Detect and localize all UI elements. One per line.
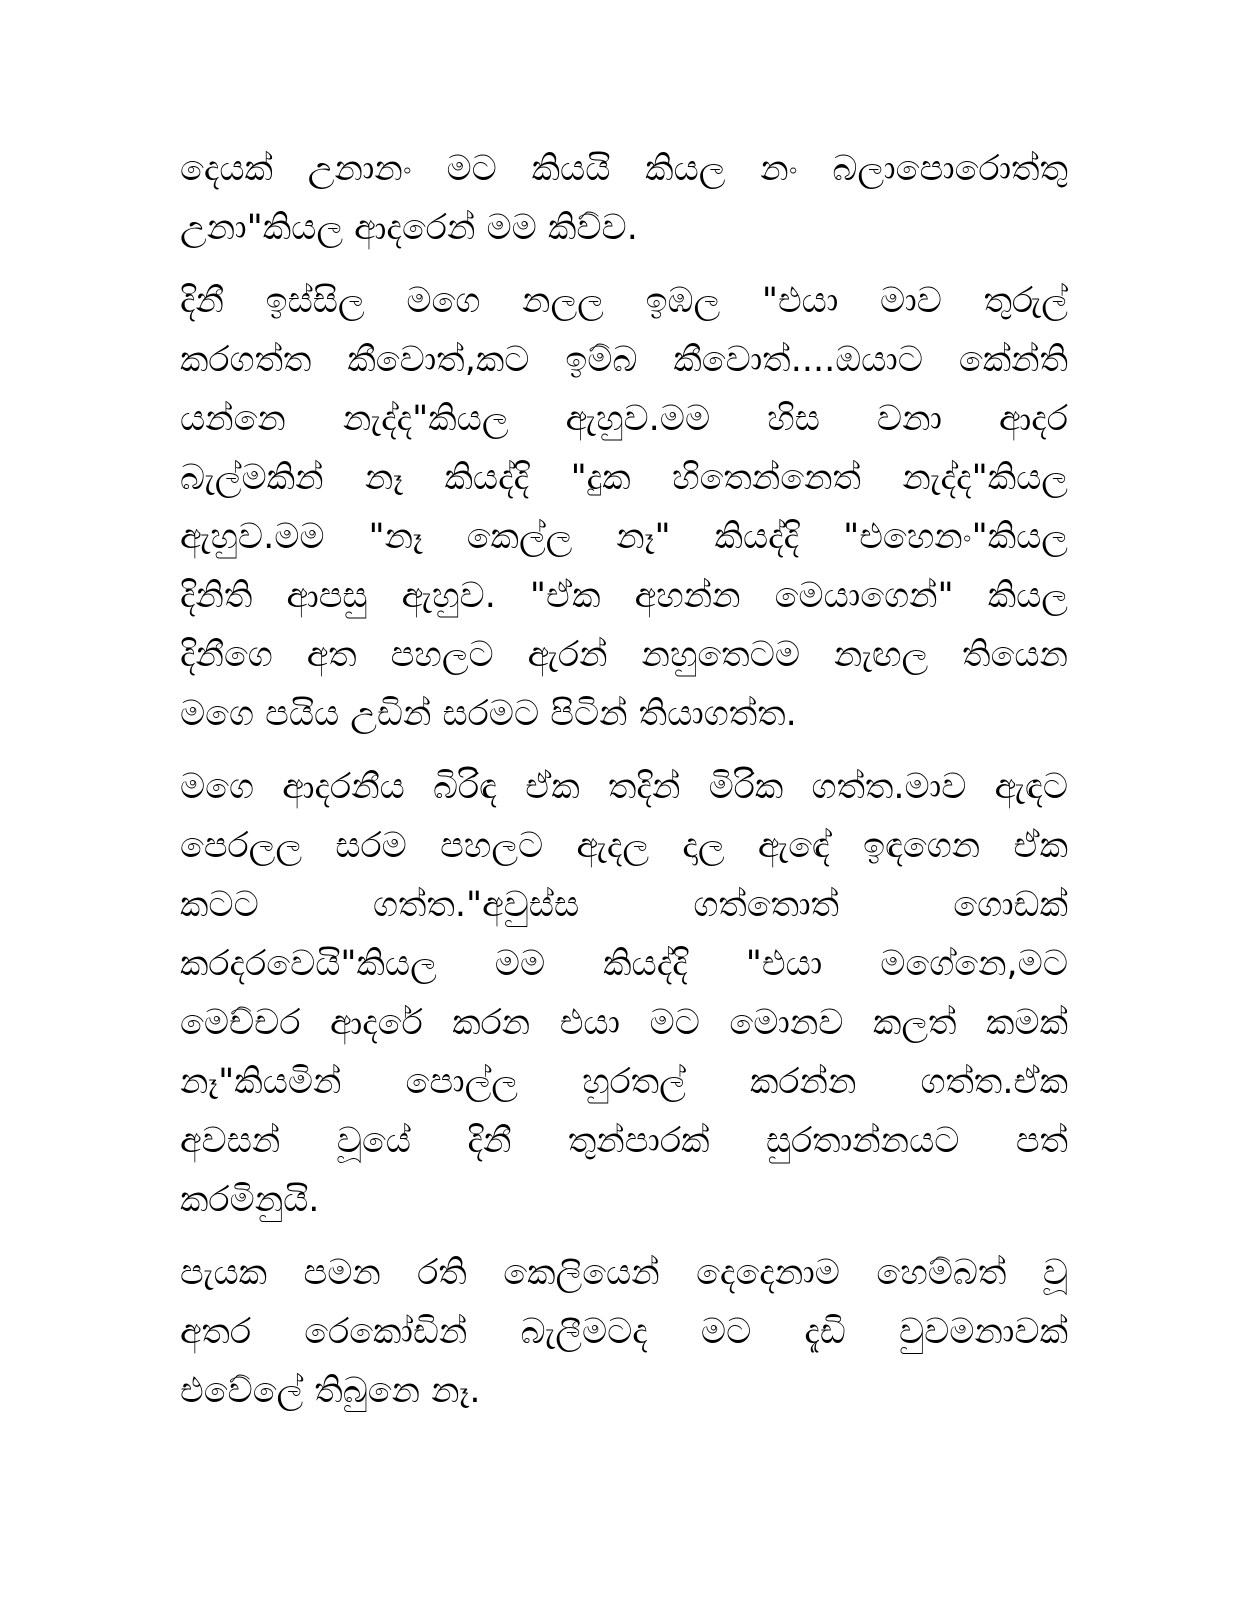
document-body [180,140,1068,1435]
paragraph-2 [180,272,1068,744]
text-line: කරදරවෙයි"කියල මම කියද්දි "එයා මගේනෙ,මට [180,944,1068,984]
paragraph-4 [180,1244,1068,1421]
text-line: උනා"කියල ආදරෙන් මම කිව්ව. [180,208,638,248]
text-line: යන්නෙ නැද්ද"කියල ඇහුව.මම හිස වනා ආදර [180,399,1068,439]
text-line: කරගත්ත කීවොත්,කට ඉම්බ කීවොත්....ඔයාට කේන්ති [180,340,1068,380]
text-line: කරමිනුයි. [180,1180,320,1220]
text-line: ඇහුව.මම "නෑ කෙල්ල නෑ" කියද්දි "එහෙනං"කියල [180,517,1068,557]
text-line: මෙච්චර ආදරේ කරන එයා මට මොනව කලත් කමක් [180,1003,1068,1043]
text-line: අවසන් වූයේ දිනී තුන්පාරක් සුරතාන්නයට පත් [180,1121,1068,1161]
text-line: දිනිති ආපසු ඇහුව. "ඒක අහන්න මෙයාගෙන්" කියල [180,576,1068,616]
text-line: මගෙ පයිය උඩින් සරමට පිටින් තියාගත්ත. [180,694,797,734]
text-line: දිනීගෙ අත පහලට ඇරන් නහුතෙටම නැඟල තියෙන [180,635,1068,675]
text-line: නෑ"කියමින් පොල්ල හුරතල් කරන්න ගත්ත.ඒක [180,1062,1068,1102]
text-line: අතර රෙකෝඩින් බැලීමටද මට දැඩි වුවමනාවක් [180,1312,1068,1352]
text-line: බැල්මකින් නෑ කියද්දි "දුක හිතෙන්නෙත් නැද්ද"කියල [180,458,1068,498]
text-line: පෙරලල සරම පහලට ඇදල දාල ඇඳේ ඉඳගෙන ඒක [180,826,1068,866]
text-line: කටට ගත්ත."අවුස්ස ගත්තොත් ගොඩක් [180,885,1068,925]
paragraph-3 [180,758,1068,1230]
text-line: දිනී ඉස්සිල මගෙ නලල ඉඹල "එයා මාව තුරුල් [180,281,1068,321]
text-line: පැයක පමන රති කෙලියෙන් දෙදෙනාම හෙම්බත් වූ [180,1253,1068,1293]
text-line: එවේලේ තිබුනෙ නෑ. [180,1371,481,1411]
text-line: මගෙ ආදරනීය බිරිඳ ඒක තදින් මිරික ගත්ත.මාව ඇඳට [180,767,1068,807]
text-line: දෙයක් උනානං මට කියයි කියල නං බලාපොරොත්තු [180,149,1068,189]
paragraph-1 [180,140,1068,258]
